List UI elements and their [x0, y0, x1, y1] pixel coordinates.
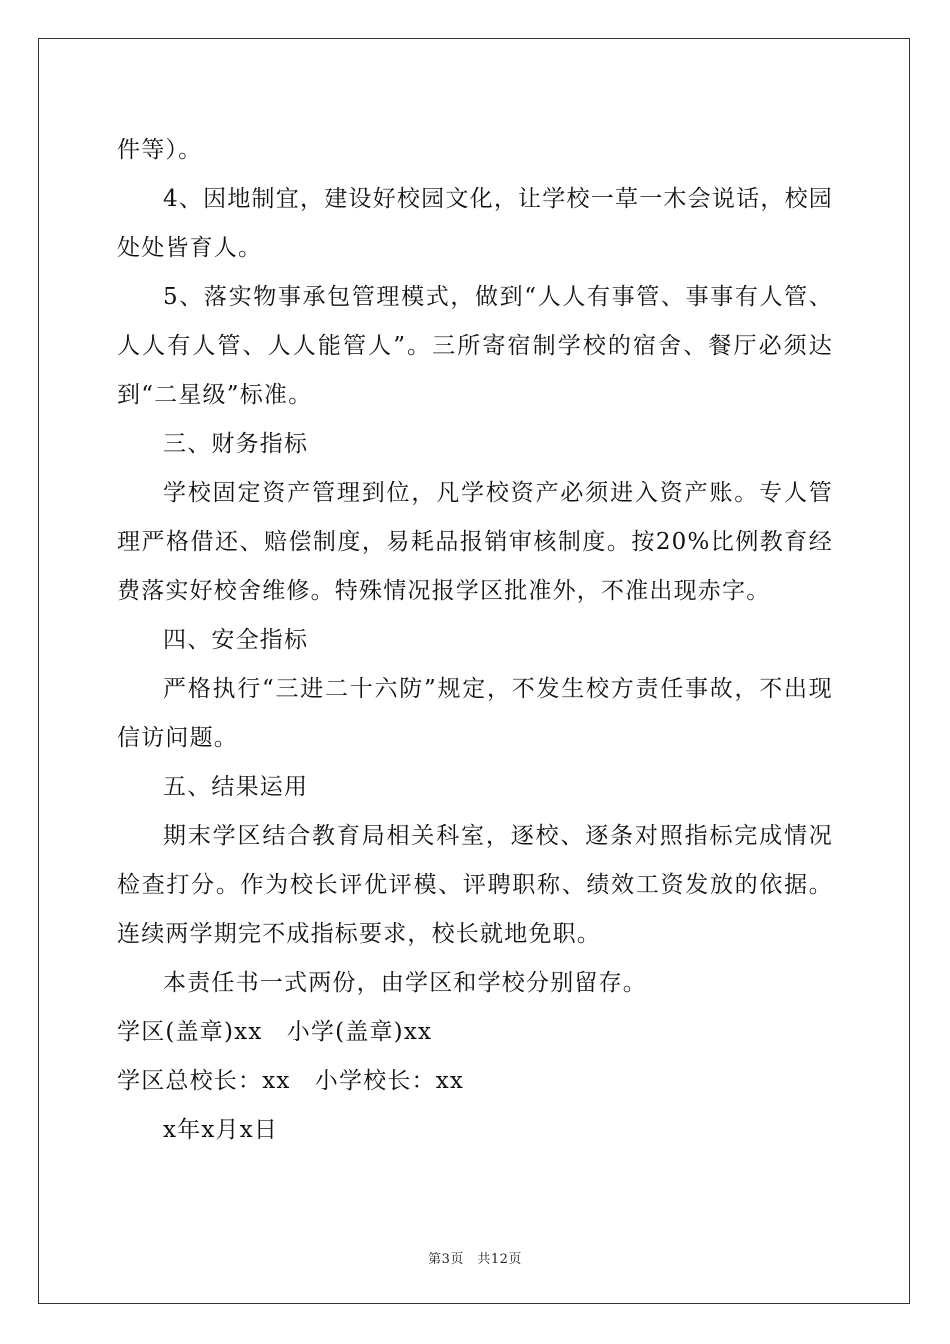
section-heading-safety: 四、安全指标: [163, 627, 309, 653]
paragraph-safety: 严格执行“三进二十六防”规定，不发生校方责任事故，不出现信访问题。: [117, 676, 833, 751]
document-body: [117, 126, 833, 1155]
section-heading-result: 五、结果运用: [163, 774, 309, 800]
signature-date-line: x年x月x日: [163, 1117, 279, 1143]
paragraph-continuation: 件等）。: [117, 137, 203, 163]
signature-principal-line: 学区总校长：xx 小学校长：xx: [117, 1068, 465, 1094]
paragraph-item-4: 4、因地制宜，建设好校园文化，让学校一草一木会说话，校园处处皆育人。: [117, 186, 833, 261]
page-number-footer: 第3页 共12页: [428, 1252, 522, 1267]
paragraph-copies: 本责任书一式两份，由学区和学校分别留存。: [163, 970, 647, 996]
signature-seal-line: 学区(盖章)xx 小学(盖章)xx: [117, 1019, 433, 1045]
section-heading-finance: 三、财务指标: [163, 431, 309, 457]
paragraph-finance: 学校固定资产管理到位，凡学校资产必须进入资产账。专人管理严格借还、赔偿制度，易耗品报销审核制度。按20%比例教育经费落实好校舍维修。特殊情况报学区批准外，不准出现赤字。: [117, 480, 833, 604]
paragraph-result: 期末学区结合教育局相关科室，逐校、逐条对照指标完成情况检查打分。作为校长评优评模、评聘职称、绩效工资发放的依据。连续两学期完不成指标要求，校长就地免职。: [117, 823, 833, 947]
paragraph-item-5: 5、落实物事承包管理模式，做到“人人有事管、事事有人管、人人有人管、人人能管人”。三所寄宿制学校的宿舍、餐厅必须达到“二星级”标准。: [117, 284, 833, 408]
